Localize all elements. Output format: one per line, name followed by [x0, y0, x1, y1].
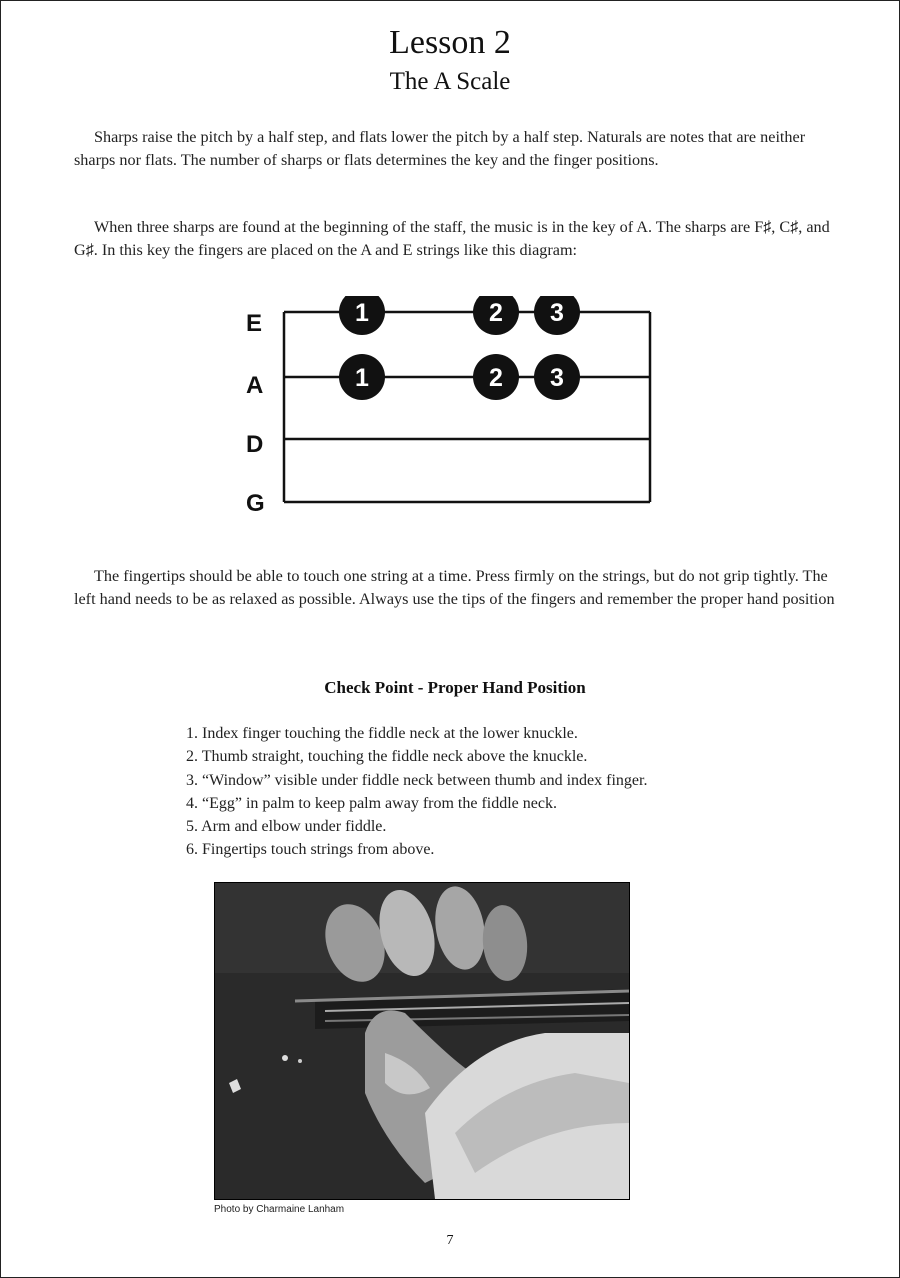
- finger-number: 1: [355, 299, 369, 327]
- finger-number: 2: [489, 364, 503, 392]
- page-title: Lesson 2: [389, 24, 511, 61]
- checkpoint-heading: Check Point - Proper Hand Position: [324, 678, 586, 697]
- intro-paragraph-2: When three sharps are found at the beginning of the staff, the music is in the key of A. The sharps are F♯, C♯, and G♯. In this key the fingers are placed on the A and E strings like this diagram:: [74, 218, 830, 259]
- intro-paragraph-1: Sharps raise the pitch by a half step, and flats lower the pitch by a half step. Naturals are notes that are neither sharps nor flats. The number of sharps or flats determines the key and the finger positions.: [74, 128, 806, 169]
- list-item: 6. Fingertips touch strings from above.: [186, 841, 435, 859]
- list-item: 4. “Egg” in palm to keep palm away from the fiddle neck.: [186, 794, 557, 812]
- checkpoint-list: [186, 722, 647, 862]
- string-label-d: D: [246, 431, 264, 458]
- list-item: 3. “Window” visible under fiddle neck between thumb and index finger.: [186, 771, 648, 789]
- technique-paragraph: The fingertips should be able to touch one string at a time. Press firmly on the strings, but do not grip tightly. The left hand needs to be as relaxed as possible. Always use the tips of the fingers and remember the proper hand position: [74, 567, 835, 608]
- finger-number: 2: [489, 299, 503, 327]
- page-subtitle: The A Scale: [389, 68, 511, 95]
- finger-number: 3: [550, 364, 564, 392]
- finger-number: 1: [355, 364, 369, 392]
- string-label-g: G: [246, 490, 265, 517]
- photo-caption: Photo by Charmaine Lanham: [214, 1204, 345, 1215]
- page-number: 7: [446, 1233, 454, 1248]
- string-label-e: E: [246, 310, 263, 337]
- finger-number: 3: [550, 299, 564, 327]
- hand-position-photo: [214, 882, 630, 1200]
- list-item: 5. Arm and elbow under fiddle.: [186, 818, 387, 836]
- list-item: 2. Thumb straight, touching the fiddle neck above the knuckle.: [186, 748, 588, 766]
- list-item: 1. Index finger touching the fiddle neck at the lower knuckle.: [186, 725, 578, 742]
- finger-position-diagram: [236, 296, 666, 531]
- string-label-a: A: [246, 372, 264, 399]
